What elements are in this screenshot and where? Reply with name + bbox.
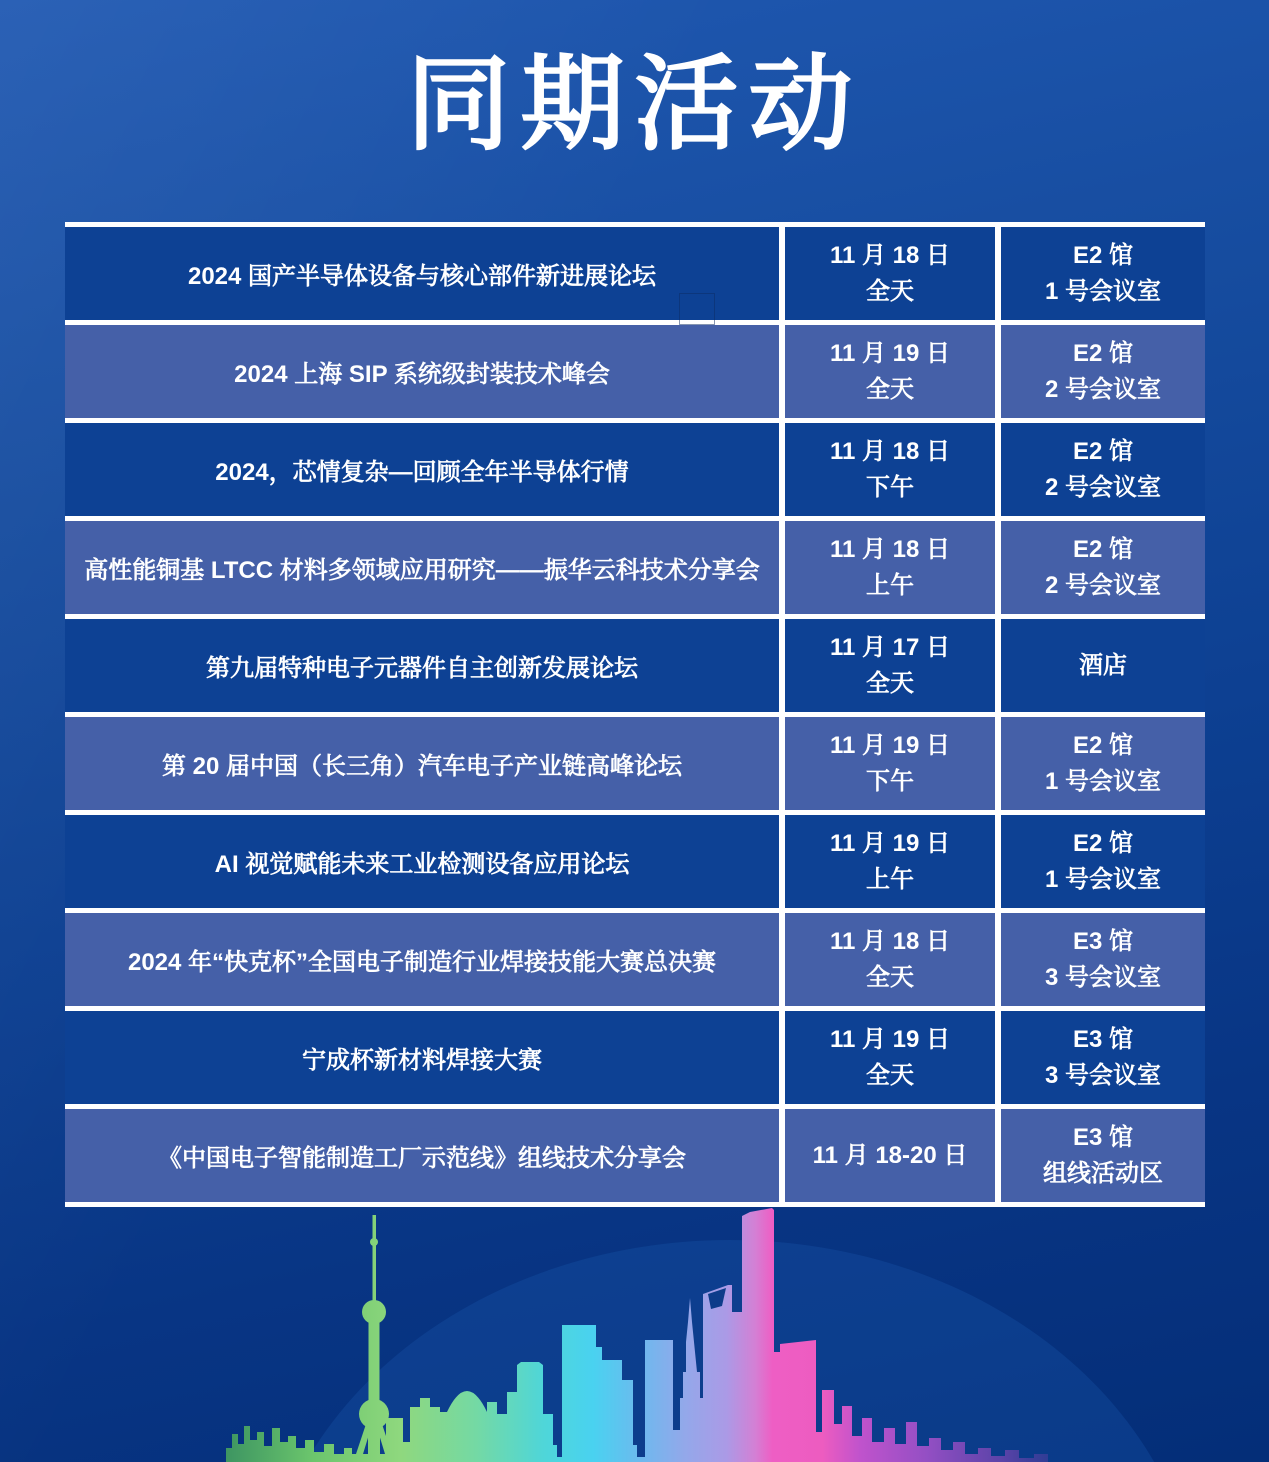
event-location	[1001, 227, 1205, 320]
event-hall-text: E3 馆	[1072, 1025, 1134, 1053]
missing-glyph-artifact	[679, 293, 715, 325]
event-room-text: 2 号会议室	[1044, 571, 1161, 599]
event-name: 第九届特种电子元器件自主创新发展论坛	[65, 619, 779, 712]
event-date	[785, 717, 995, 810]
event-time-text: 全天	[866, 277, 914, 305]
event-room-text: 组线活动区	[1043, 1159, 1163, 1187]
event-room-text: 1 号会议室	[1044, 277, 1161, 305]
event-date	[785, 521, 995, 614]
event-room-text: 3 号会议室	[1044, 963, 1161, 991]
event-name: 《中国电子智能制造工厂示范线》组线技术分享会	[65, 1109, 779, 1202]
event-time-text: 上午	[866, 571, 914, 599]
table-row	[65, 913, 1205, 1006]
event-date-text: 11 月 19 日	[829, 1025, 951, 1053]
event-date	[785, 1011, 995, 1104]
event-location	[1001, 423, 1205, 516]
event-name: 2024 上海 SIP 系统级封装技术峰会	[65, 325, 779, 418]
event-date	[785, 227, 995, 320]
event-date-text: 11 月 18-20 日	[812, 1141, 968, 1169]
event-location	[1001, 619, 1205, 712]
table-row	[65, 423, 1205, 516]
table-row	[65, 521, 1205, 614]
event-room-text: 2 号会议室	[1044, 375, 1161, 403]
event-date-text: 11 月 18 日	[829, 927, 951, 955]
event-hall-text: E3 馆	[1072, 1123, 1134, 1151]
event-date-text: 11 月 19 日	[829, 731, 951, 759]
event-location	[1001, 717, 1205, 810]
event-hall-text: E2 馆	[1072, 437, 1134, 465]
event-date-text: 11 月 19 日	[829, 829, 951, 857]
table-row	[65, 325, 1205, 418]
event-name: 2024 国产半导体设备与核心部件新进展论坛	[65, 227, 779, 320]
event-date	[785, 619, 995, 712]
event-name: 高性能铜基 LTCC 材料多领域应用研究——振华云科技术分享会	[65, 521, 779, 614]
event-name: 2024 年“快克杯”全国电子制造行业焊接技能大赛总决赛	[65, 913, 779, 1006]
event-date-text: 11 月 17 日	[829, 633, 951, 661]
event-name: 2024，芯情复杂—回顾全年半导体行情	[65, 423, 779, 516]
table-row	[65, 1011, 1205, 1104]
event-room-text: 3 号会议室	[1044, 1061, 1161, 1089]
event-hall-text: E2 馆	[1072, 829, 1134, 857]
event-date-text: 11 月 18 日	[829, 241, 951, 269]
event-location	[1001, 325, 1205, 418]
event-date-text: 11 月 19 日	[829, 339, 951, 367]
event-name: AI 视觉赋能未来工业检测设备应用论坛	[65, 815, 779, 908]
event-hall-text: E2 馆	[1072, 339, 1134, 367]
event-room-text: 1 号会议室	[1044, 767, 1161, 795]
event-time-text: 全天	[866, 1061, 914, 1089]
event-time-text: 上午	[866, 865, 914, 893]
table-row	[65, 619, 1205, 712]
event-name: 宁成杯新材料焊接大赛	[65, 1011, 779, 1104]
event-time-text: 全天	[866, 963, 914, 991]
event-date	[785, 325, 995, 418]
event-date	[785, 423, 995, 516]
event-hall-text: E3 馆	[1072, 927, 1134, 955]
event-name: 第 20 届中国（长三角）汽车电子产业链高峰论坛	[65, 717, 779, 810]
event-hall-text: E2 馆	[1072, 535, 1134, 563]
table-row	[65, 227, 1205, 320]
table-row	[65, 1109, 1205, 1202]
event-hall-text: E2 馆	[1072, 731, 1134, 759]
page-title: 同期活动	[406, 47, 863, 163]
event-room-text: 2 号会议室	[1044, 473, 1161, 501]
event-room-text: 1 号会议室	[1044, 865, 1161, 893]
event-date	[785, 913, 995, 1006]
event-location	[1001, 1011, 1205, 1104]
event-location	[1001, 1109, 1205, 1202]
event-date	[785, 815, 995, 908]
event-date	[785, 1109, 995, 1202]
event-location	[1001, 815, 1205, 908]
events-table	[65, 222, 1205, 1207]
event-hall-text: E2 馆	[1072, 241, 1134, 269]
event-time-text: 全天	[866, 375, 914, 403]
shanghai-skyline-illustration	[0, 1202, 1269, 1462]
table-row	[65, 717, 1205, 810]
event-time-text: 下午	[866, 767, 914, 795]
event-time-text: 全天	[866, 669, 914, 697]
table-row	[65, 815, 1205, 908]
event-date-text: 11 月 18 日	[829, 437, 951, 465]
event-location	[1001, 521, 1205, 614]
event-location	[1001, 913, 1205, 1006]
event-date-text: 11 月 18 日	[829, 535, 951, 563]
event-hall-text: 酒店	[1079, 651, 1127, 679]
event-time-text: 下午	[866, 473, 914, 501]
